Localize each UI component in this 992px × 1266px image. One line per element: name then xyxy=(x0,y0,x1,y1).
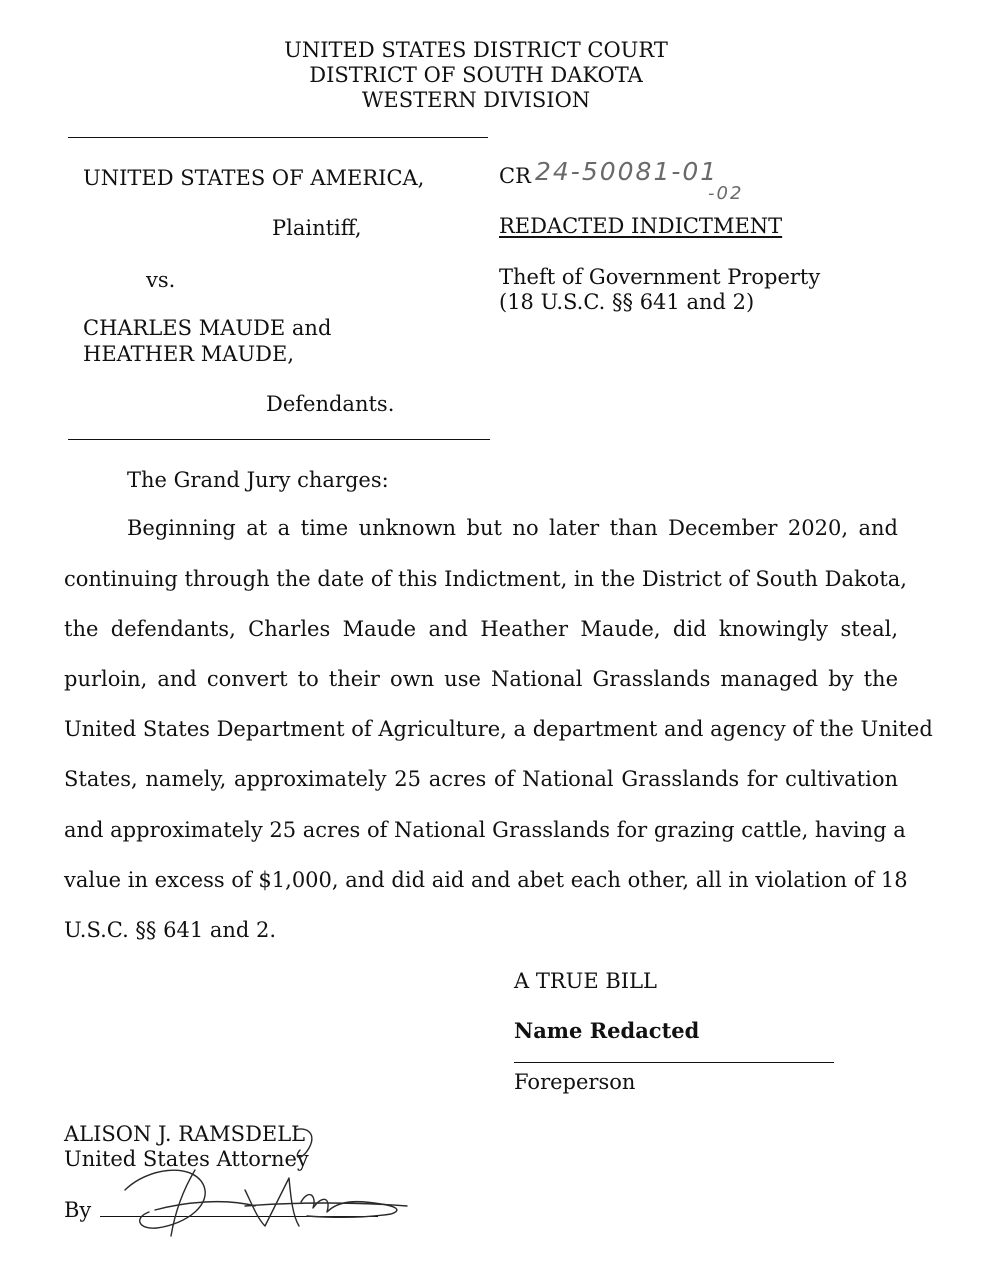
court-name: UNITED STATES DISTRICT COURT xyxy=(284,38,668,62)
attorney-name: ALISON J. RAMSDELL xyxy=(64,1122,306,1146)
charge-line-1: Theft of Government Property xyxy=(499,265,821,289)
handwritten-case-number: 24-50081-01 xyxy=(535,157,719,186)
foreperson-name: Name Redacted xyxy=(514,1018,700,1043)
body-line: United States Department of Agriculture, a department and agency of the United xyxy=(64,717,933,741)
charge-line-2: (18 U.S.C. §§ 641 and 2) xyxy=(499,290,755,314)
court-division: WESTERN DIVISION xyxy=(361,88,591,112)
body-line: Beginning at a time unknown but no later than December 2020, and xyxy=(127,516,898,540)
charges-intro: The Grand Jury charges: xyxy=(127,468,389,492)
defendant-name-2: HEATHER MAUDE, xyxy=(83,342,295,366)
caption-bottom-rule xyxy=(68,439,490,440)
defendant-name-1: CHARLES MAUDE and xyxy=(83,316,332,340)
body-line: continuing through the date of this Indictment, in the District of South Dakota, xyxy=(64,567,907,591)
defendant-role: Defendants. xyxy=(266,392,395,416)
body-line: purloin, and convert to their own use National Grasslands managed by the xyxy=(64,667,898,691)
document-title: REDACTED INDICTMENT xyxy=(499,214,783,238)
versus: vs. xyxy=(146,268,176,292)
by-label: By xyxy=(64,1198,92,1222)
body-line: U.S.C. §§ 641 and 2. xyxy=(64,918,277,942)
attorney-title: United States Attorney xyxy=(64,1147,309,1171)
foreperson-role: Foreperson xyxy=(514,1070,636,1094)
foreperson-signature-line xyxy=(514,1062,834,1063)
case-prefix: CR xyxy=(499,164,531,188)
body-line: and approximately 25 acres of National Grasslands for grazing cattle, having a xyxy=(64,818,906,842)
body-line: the defendants, Charles Maude and Heather Maude, did knowingly steal, xyxy=(64,617,898,641)
plaintiff-role: Plaintiff, xyxy=(272,216,362,240)
plaintiff-name: UNITED STATES OF AMERICA, xyxy=(83,166,425,190)
handwritten-case-suffix: -02 xyxy=(708,183,744,204)
attorney-signature xyxy=(95,1118,415,1243)
true-bill-heading: A TRUE BILL xyxy=(514,969,657,993)
court-district: DISTRICT OF SOUTH DAKOTA xyxy=(309,63,643,87)
body-line: value in excess of $1,000, and did aid and abet each other, all in violation of 18 xyxy=(64,868,908,892)
body-line: States, namely, approximately 25 acres of National Grasslands for cultivation xyxy=(64,767,898,791)
caption-top-rule xyxy=(68,137,488,138)
